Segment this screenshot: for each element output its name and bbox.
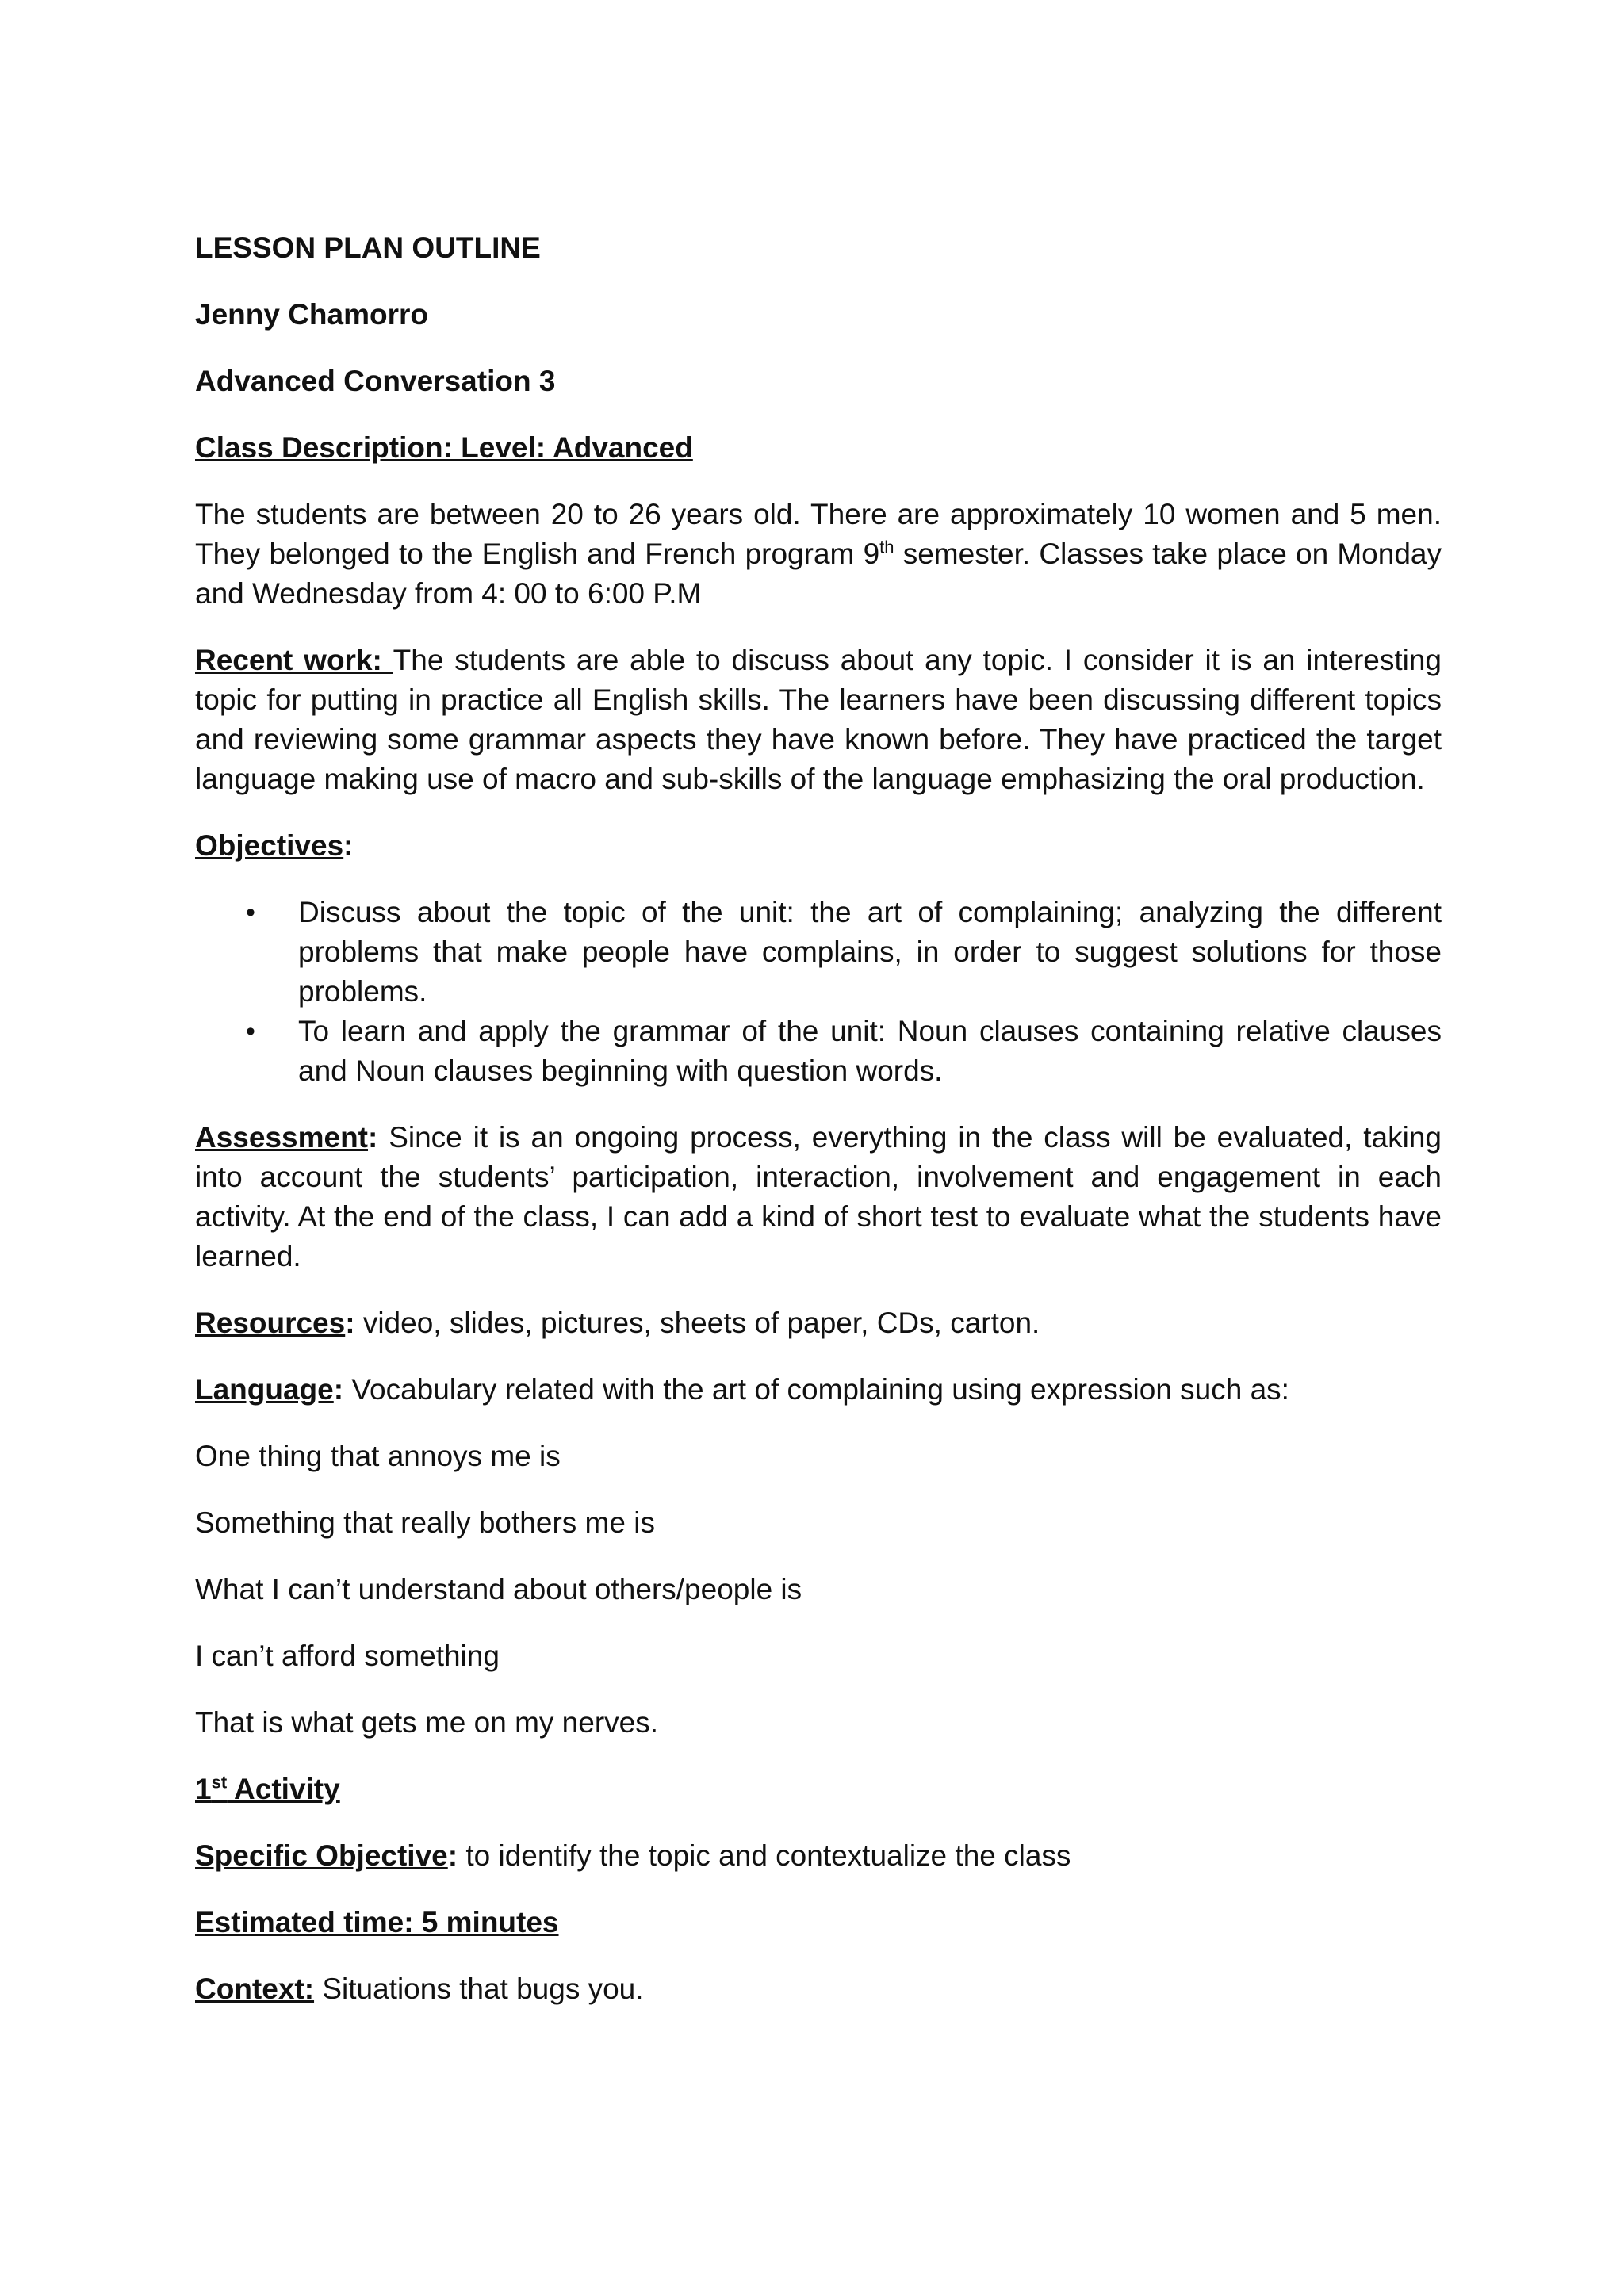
resources-paragraph: [195, 1303, 1442, 1343]
context-text: Situations that bugs you.: [314, 1973, 644, 2005]
assessment-label: Assessment: [195, 1121, 369, 1154]
class-description-paragraph: [195, 495, 1442, 614]
specific-objective-text: to identify the topic and contextualize the class: [458, 1839, 1071, 1872]
context-paragraph: [195, 1969, 1442, 2009]
expression-line: What I can’t understand about others/people is: [195, 1573, 802, 1605]
specific-objective-label: Specific Objective: [195, 1839, 448, 1872]
resources-text: video, slides, pictures, sheets of paper, CDs, carton.: [354, 1307, 1040, 1339]
language-label: Language: [195, 1373, 334, 1406]
recent-work-paragraph: [195, 641, 1442, 799]
language-paragraph: [195, 1370, 1442, 1410]
objective-text: Discuss about the topic of the unit: the art of complaining; analyzing the different problems that make people have complains, in order to suggest solutions for those problems.: [298, 896, 1442, 1008]
class-description-text-1: The students are between 20 to 26 years old. There are approximately 10 women and 5 men. They belonged to the English and French program 9: [195, 498, 1442, 570]
estimated-time: Estimated time: 5 minutes: [195, 1906, 559, 1938]
specific-objective-colon: :: [447, 1839, 458, 1872]
objective-text: To learn and apply the grammar of the unit: Noun clauses containing relative clauses and Noun clauses beginning with question words.: [298, 1015, 1442, 1087]
objectives-list: [195, 893, 1442, 1091]
bullet-icon: •: [246, 897, 255, 928]
author-name: Jenny Chamorro: [195, 298, 429, 331]
expression-line: That is what gets me on my nerves.: [195, 1706, 659, 1739]
language-colon: :: [333, 1373, 344, 1406]
activity-label: Activity: [227, 1773, 340, 1805]
recent-work-label: Recent work:: [195, 644, 393, 676]
assessment-paragraph: [195, 1118, 1442, 1276]
bullet-icon: •: [246, 1016, 255, 1047]
expression-line: I can’t afford something: [195, 1640, 500, 1672]
objectives-label: Objectives: [195, 829, 344, 862]
document-title: LESSON PLAN OUTLINE: [195, 232, 541, 264]
expression-line: Something that really bothers me is: [195, 1506, 655, 1539]
context-label: Context:: [195, 1973, 315, 2005]
assessment-text: Since it is an ongoing process, everything in the class will be evaluated, taking into account the students’ participation, interaction, involvement and engagement in each activity. At the end of the class, I can add a kind of short test to evaluate what the students have learned.: [195, 1121, 1442, 1272]
language-text: Vocabulary related with the art of complaining using expression such as:: [343, 1373, 1289, 1406]
expression-line: One thing that annoys me is: [195, 1440, 561, 1472]
objectives-heading: [195, 826, 1442, 866]
course-name: Advanced Conversation 3: [195, 365, 556, 397]
class-description-heading: Class Description: Level: Advanced: [195, 431, 693, 464]
activity-heading: [195, 1770, 1442, 1809]
list-item: [195, 893, 1442, 1012]
list-item: [195, 1012, 1442, 1091]
activity-number: 1: [195, 1773, 212, 1805]
resources-colon: :: [345, 1307, 355, 1339]
specific-objective-paragraph: [195, 1836, 1442, 1876]
semester-superscript: th: [879, 537, 894, 557]
activity-superscript: st: [211, 1772, 228, 1793]
objectives-colon: :: [343, 829, 354, 862]
recent-work-text: The students are able to discuss about any topic. I consider it is an interesting topic for putting in practice all English skills. The learners have been discussing different topics and reviewing some grammar aspects they have known before. They have practiced the target language making use of macro and sub-skills of the language emphasizing the oral production.: [195, 644, 1442, 795]
resources-label: Resources: [195, 1307, 346, 1339]
document-page: [195, 228, 1442, 2036]
assessment-colon: :: [368, 1121, 378, 1154]
class-description-text-2: semester. Classes take place on Monday and Wednesday from 4: 00 to 6:00 P.M: [195, 538, 1442, 610]
